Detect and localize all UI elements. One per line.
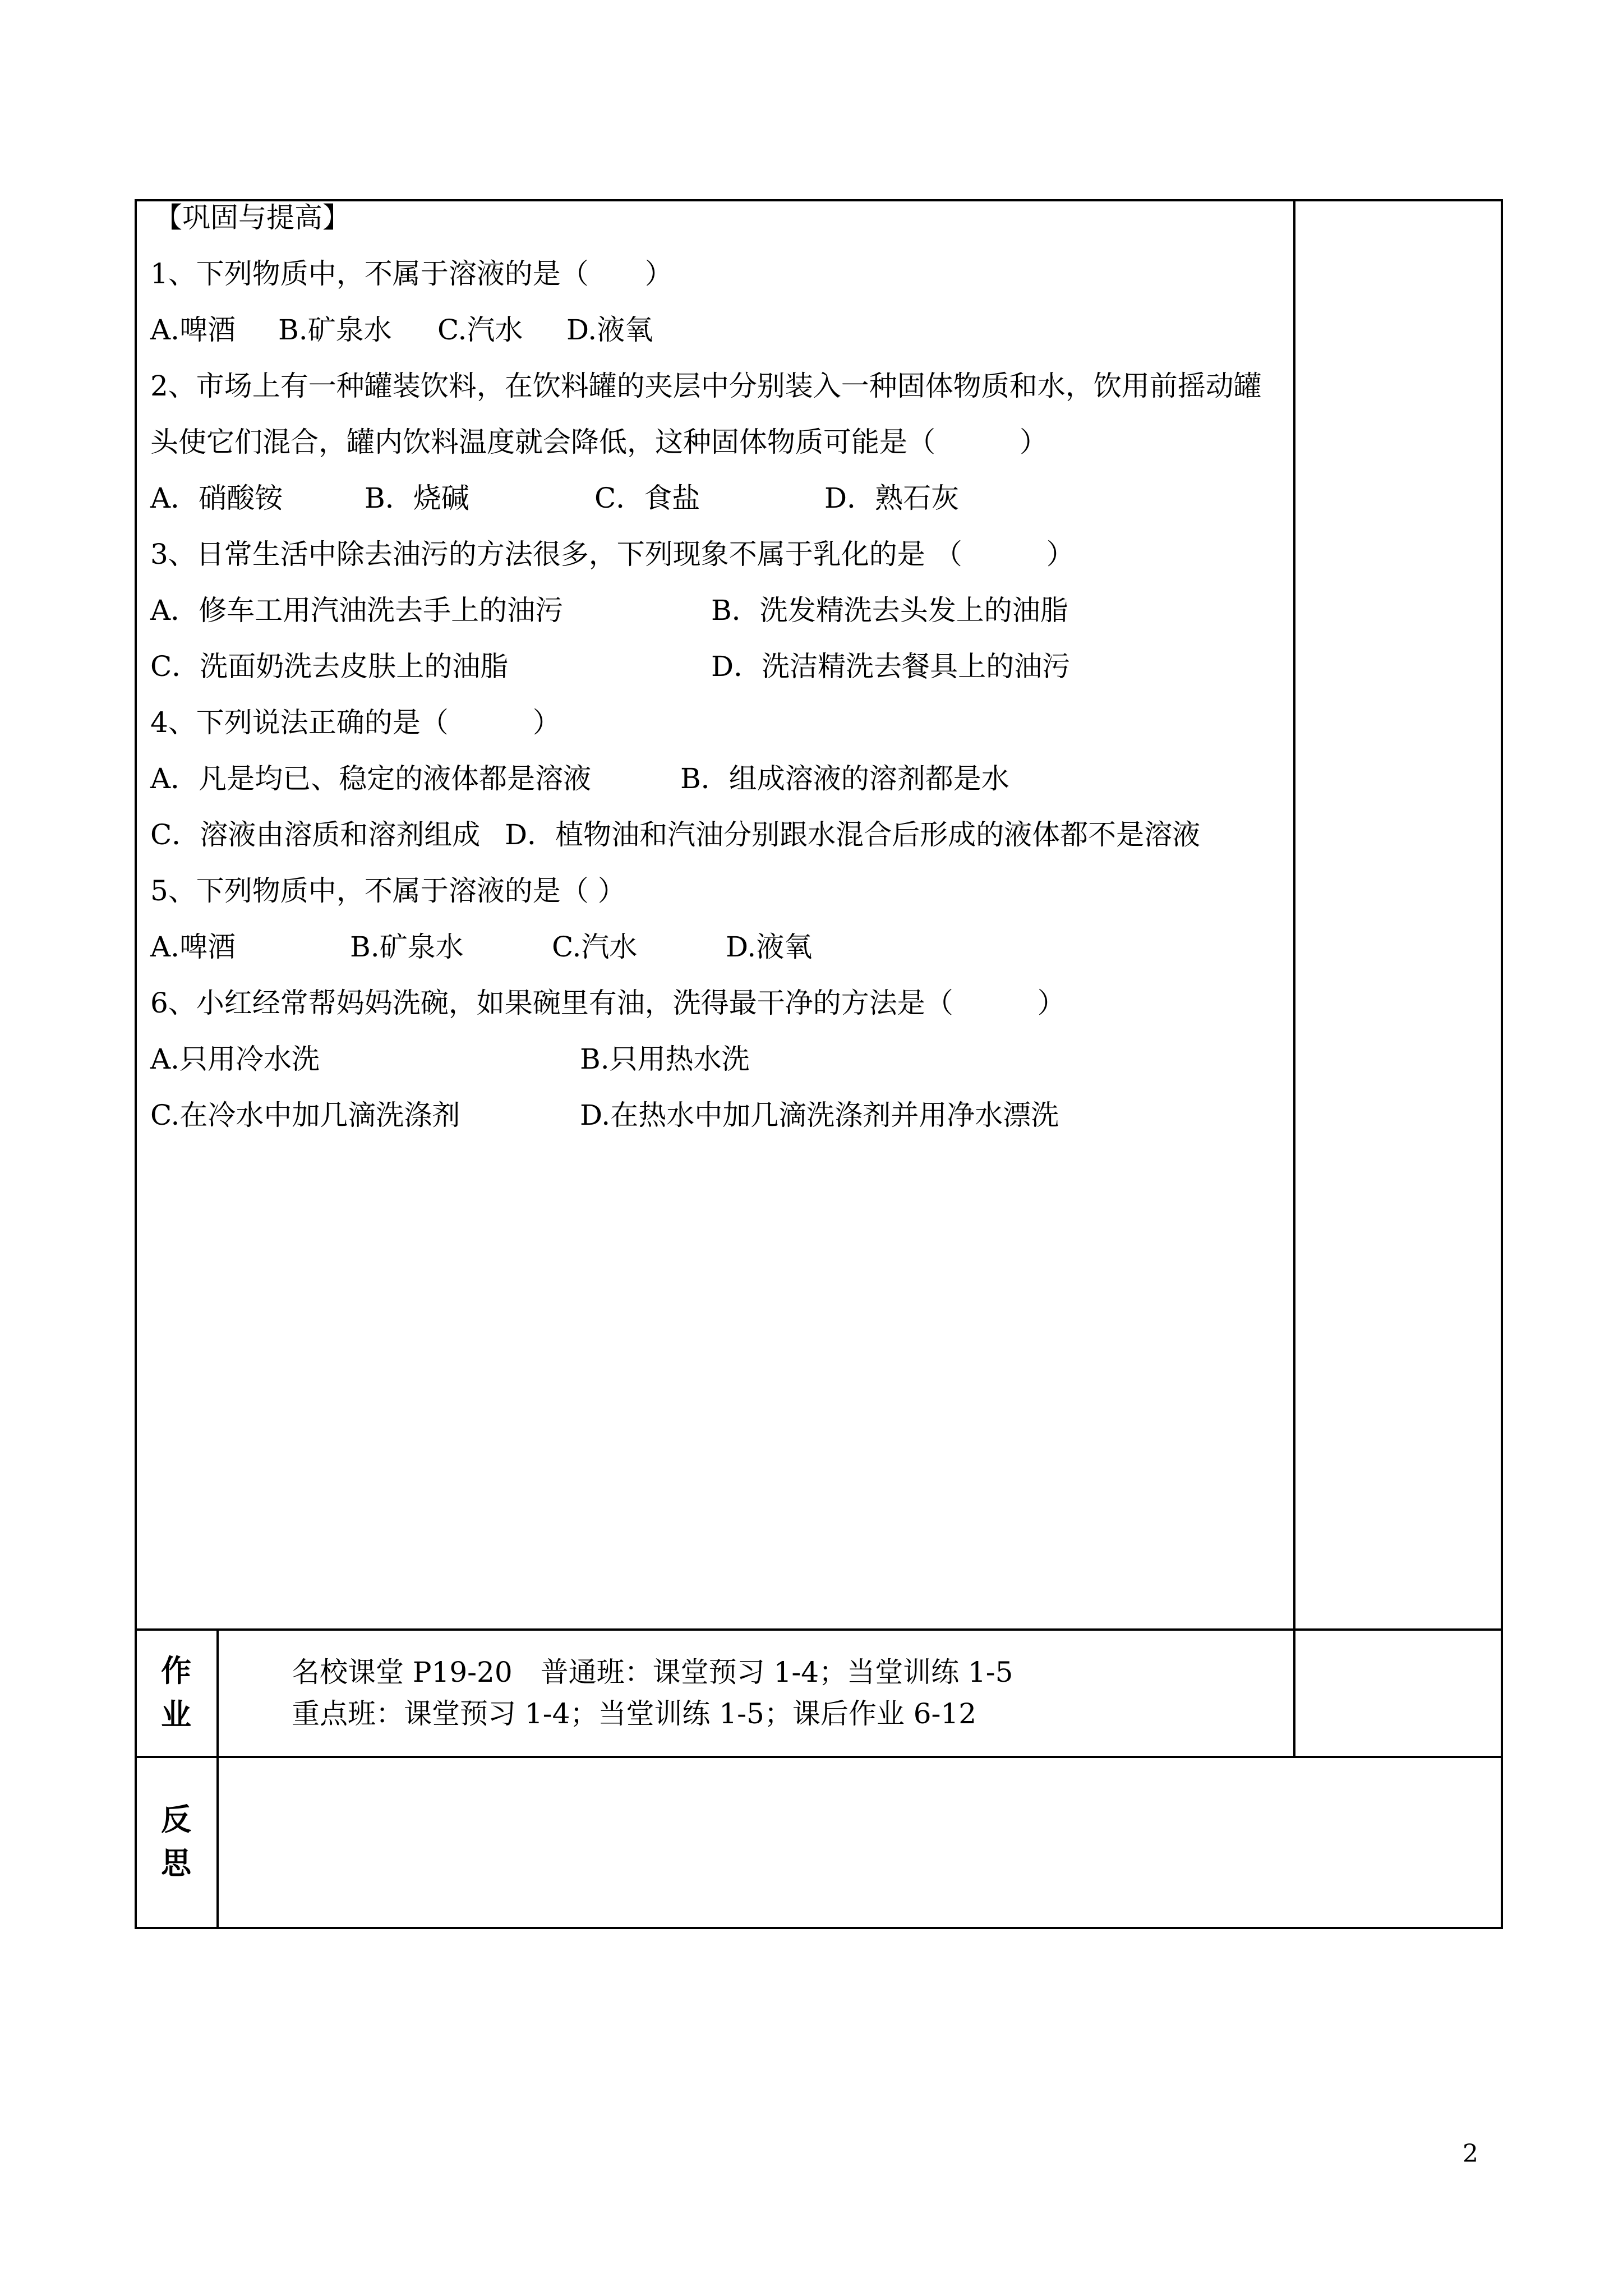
question-1-option-c: C.汽水 [437, 314, 523, 346]
question-4-option-a: A．凡是均已、稳定的液体都是溶液 [150, 762, 592, 795]
reflection-label-char-1: 反 [161, 1802, 191, 1837]
question-5-option-a: A.啤酒 [150, 931, 236, 963]
homework-line-1: 名校课堂 P19-20 普通班：课堂预习 1-4；当堂训练 1-5 [292, 1656, 1013, 1688]
question-2-stem-line-1: 2、市场上有一种罐装饮料，在饮料罐的夹层中分别装入一种固体物质和水，饮用前摇动罐 [150, 370, 1262, 402]
question-1-option-d: D.液氧 [566, 314, 653, 346]
homework-label-char-2: 业 [161, 1697, 191, 1732]
question-3-stem: 3、日常生活中除去油污的方法很多，下列现象不属于乳化的是 （ ） [150, 538, 1075, 570]
question-2-option-b: B．烧碱 [365, 482, 469, 514]
question-6-option-c: C.在冷水中加几滴洗涤剂 [150, 1099, 460, 1131]
question-2-option-a: A．硝酸铵 [150, 482, 283, 514]
question-3-option-c: C．洗面奶洗去皮肤上的油脂 [150, 650, 509, 683]
question-5-option-b: B.矿泉水 [350, 931, 464, 963]
reflection-label [137, 1798, 215, 1885]
table-divider-reflection [135, 1756, 1503, 1758]
question-6-option-a: A.只用冷水洗 [150, 1043, 320, 1075]
question-6-option-b: B.只用热水洗 [580, 1043, 750, 1075]
table-bottom-border [135, 1927, 1503, 1929]
question-1-option-a: A.啤酒 [150, 314, 236, 346]
question-2-option-c: C．食盐 [594, 482, 700, 514]
table-divider-homework [135, 1628, 1503, 1631]
reflection-label-char-2: 思 [161, 1846, 191, 1881]
page-number: 2 [1463, 2139, 1478, 2168]
section-title: 【巩固与提高】 [154, 201, 351, 234]
question-5-stem: 5、下列物质中，不属于溶液的是（ ） [150, 875, 626, 907]
question-6-option-d: D.在热水中加几滴洗涤剂并用净水漂洗 [580, 1099, 1059, 1131]
question-6-options-cd [150, 1098, 1059, 1199]
table-side-column-divider [1293, 199, 1295, 1758]
question-2-stem-line-2: 头使它们混合，罐内饮料温度就会降低，这种固体物质可能是（ ） [150, 426, 1048, 458]
question-6-stem: 6、小红经常帮妈妈洗碗，如果碗里有油，洗得最干净的方法是（ ） [150, 987, 1066, 1019]
homework-label-char-1: 作 [161, 1653, 191, 1688]
question-4-option-b: B．组成溶液的溶剂都是水 [680, 762, 1009, 795]
homework-label [137, 1649, 215, 1737]
question-1-stem: 1、下列物质中，不属于溶液的是（ ） [150, 257, 673, 290]
question-3-option-b: B．洗发精洗去头发上的油脂 [711, 594, 1068, 627]
table-label-column-divider [216, 1628, 219, 1929]
question-4-option-c: C．溶液由溶质和溶剂组成 [150, 818, 481, 851]
homework-line-2: 重点班：课堂预习 1-4；当堂训练 1-5；课后作业 6-12 [292, 1697, 977, 1730]
question-5-option-d: D.液氧 [726, 931, 813, 963]
question-3-option-a: A．修车工用汽油洗去手上的油污 [150, 594, 564, 627]
table-right-border [1501, 199, 1503, 1929]
question-2-option-d: D．熟石灰 [824, 482, 960, 514]
question-3-option-d: D．洗洁精洗去餐具上的油污 [711, 650, 1071, 683]
question-4-stem: 4、下列说法正确的是（ ） [150, 706, 561, 739]
question-5-option-c: C.汽水 [552, 931, 638, 963]
question-4-option-d: D．植物油和汽油分别跟水混合后形成的液体都不是溶液 [505, 818, 1201, 851]
question-1-option-b: B.矿泉水 [278, 314, 392, 346]
